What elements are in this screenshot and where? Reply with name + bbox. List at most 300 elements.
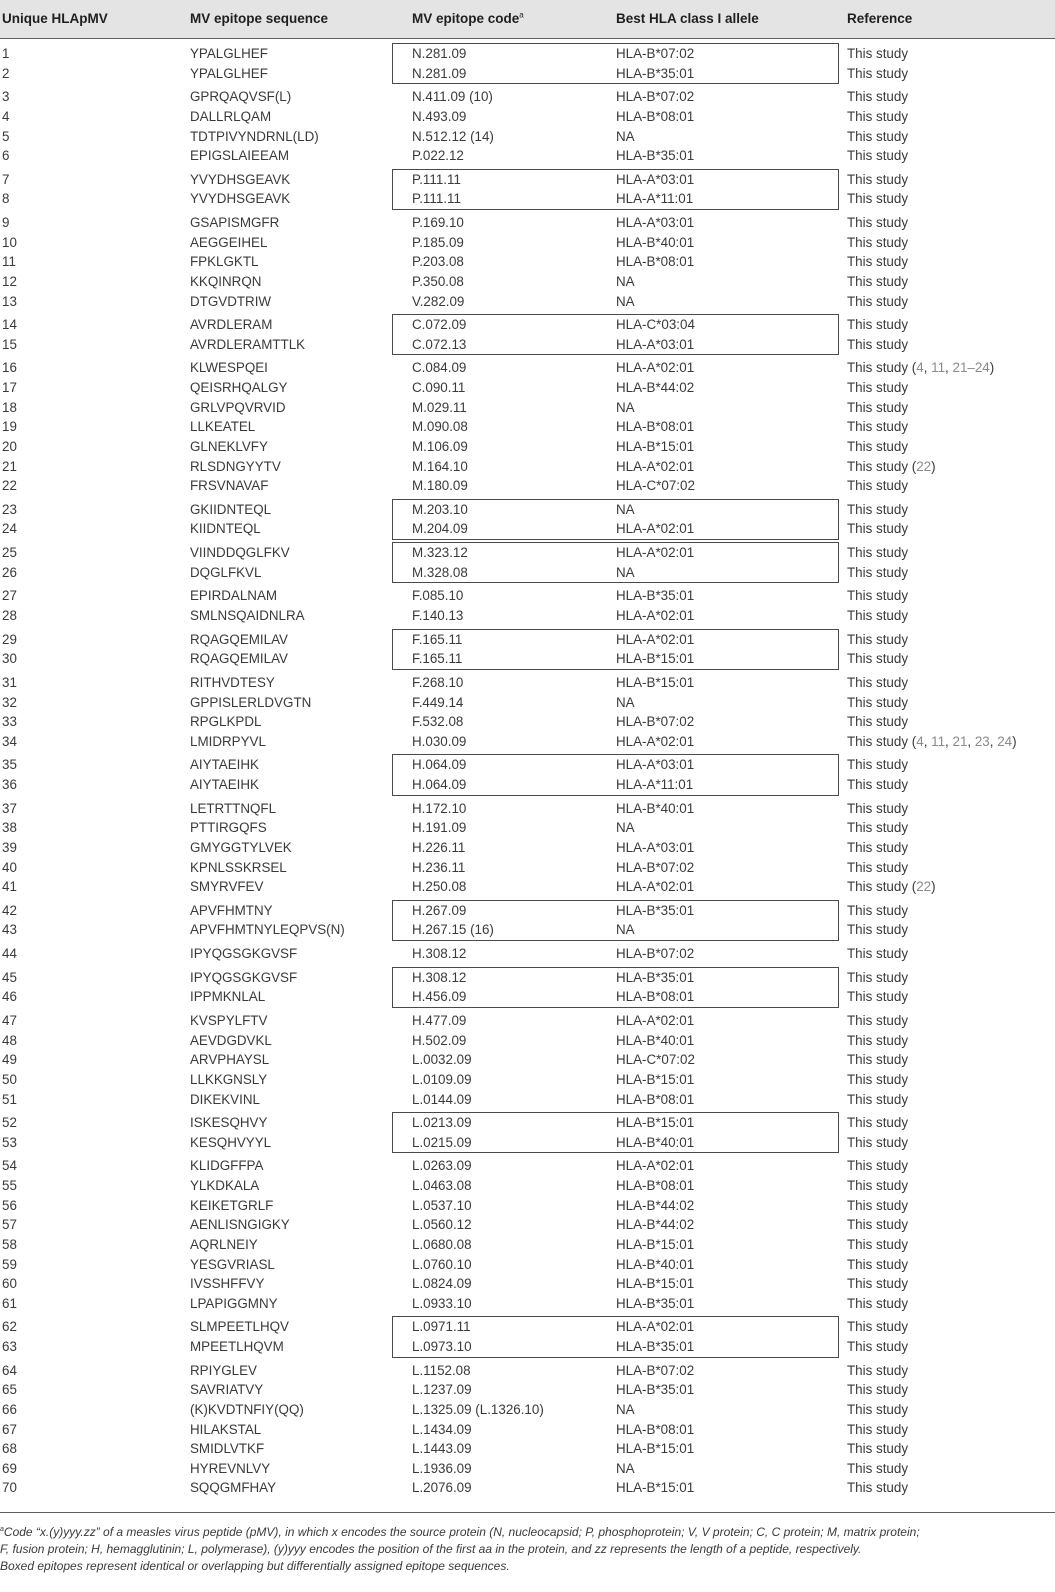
epitope-group-box xyxy=(392,967,839,1008)
row-reference xyxy=(847,1033,908,1048)
row-hla-allele: HLA-A*02:01 xyxy=(616,521,695,537)
row-id: 55 xyxy=(2,1178,17,1194)
epitope-group-box xyxy=(392,629,839,670)
row-epitope-sequence: MPEETLHQVM xyxy=(190,1339,284,1355)
row-hla-allele: NA xyxy=(616,564,635,580)
row-hla-allele: HLA-B*15:01 xyxy=(616,674,695,690)
row-id: 19 xyxy=(2,419,17,435)
row-reference xyxy=(847,651,908,666)
row-epitope-code: L.0463.08 xyxy=(412,1178,472,1194)
citation-link[interactable]: 21 xyxy=(952,733,968,749)
row-hla-allele: HLA-B*35:01 xyxy=(616,969,695,985)
row-epitope-sequence: SMIDLVTKF xyxy=(190,1441,265,1457)
row-epitope-code: F.140.13 xyxy=(412,608,464,623)
row-id: 35 xyxy=(2,757,17,773)
citation-link[interactable]: 11 xyxy=(931,733,946,749)
row-reference xyxy=(847,521,908,536)
header-epitope-code-label: MV epitope code xyxy=(412,11,520,26)
row-hla-allele: HLA-B*35:01 xyxy=(616,1339,695,1355)
row-hla-allele: HLA-A*03:01 xyxy=(616,171,695,187)
row-epitope-sequence: YPALGLHEF xyxy=(190,46,268,61)
row-id: 54 xyxy=(2,1158,17,1174)
row-epitope-sequence: HILAKSTAL xyxy=(190,1421,262,1437)
reference-text: This study xyxy=(847,148,909,164)
footnote-line-1-mark: a xyxy=(0,1526,4,1533)
row-hla-allele: HLA-B*44:02 xyxy=(616,1197,695,1213)
row-hla-allele: HLA-B*40:01 xyxy=(616,234,695,250)
reference-text: This study xyxy=(847,564,909,580)
row-epitope-code: P.111.11 xyxy=(412,191,461,207)
row-reference xyxy=(847,1178,908,1193)
reference-text: This study xyxy=(847,674,909,690)
row-id: 66 xyxy=(2,1401,17,1417)
row-id: 7 xyxy=(2,171,10,187)
row-epitope-sequence: YVYDHSGEAVK xyxy=(190,171,291,187)
header-unique-hlapmv: Unique HLApMV xyxy=(2,11,108,26)
epitope-group-box xyxy=(392,1112,839,1153)
row-epitope-sequence: SLMPEETLHQV xyxy=(190,1319,289,1335)
row-reference xyxy=(847,1319,908,1334)
row-id: 32 xyxy=(2,694,17,710)
row-hla-allele: HLA-B*15:01 xyxy=(616,1276,695,1292)
row-reference xyxy=(847,148,908,163)
row-hla-allele: HLA-B*15:01 xyxy=(616,1441,695,1457)
reference-text: This study xyxy=(847,588,909,604)
reference-text: This study xyxy=(847,820,909,836)
reference-text: This study xyxy=(847,1421,909,1437)
row-epitope-code: H.308.12 xyxy=(412,969,467,985)
reference-text: This study xyxy=(847,360,909,376)
row-epitope-code: H.236.11 xyxy=(412,859,466,875)
row-hla-allele: HLA-A*02:01 xyxy=(616,631,695,647)
row-epitope-sequence: AIYTAEIHK xyxy=(190,757,259,773)
reference-text: This study xyxy=(847,1032,909,1048)
row-epitope-sequence: GPPISLERLDVGTN xyxy=(190,694,312,710)
row-epitope-sequence: DQGLFKVL xyxy=(190,564,262,580)
row-id: 28 xyxy=(2,608,17,623)
row-hla-allele: HLA-B*35:01 xyxy=(616,65,695,81)
row-epitope-code: H.250.08 xyxy=(412,879,467,895)
row-epitope-sequence: GPRQAQVSF(L) xyxy=(190,89,292,105)
row-epitope-sequence: LETRTTNQFL xyxy=(190,800,277,816)
row-id: 47 xyxy=(2,1012,17,1028)
row-hla-allele: HLA-B*08:01 xyxy=(616,419,695,435)
reference-text: This study xyxy=(847,922,909,938)
row-epitope-code: H.191.09 xyxy=(412,820,467,836)
reference-text: This study xyxy=(847,380,909,396)
row-reference xyxy=(847,1217,908,1232)
row-id: 34 xyxy=(2,733,17,749)
row-reference xyxy=(847,1198,908,1213)
row-epitope-code: V.282.09 xyxy=(412,293,465,309)
row-epitope-sequence: AVRDLERAM xyxy=(190,317,273,333)
row-id: 6 xyxy=(2,148,10,164)
row-reference xyxy=(847,1052,908,1067)
row-hla-allele: HLA-B*44:02 xyxy=(616,380,695,396)
citation-link[interactable]: 23 xyxy=(974,733,990,749)
citation-link[interactable]: 4 xyxy=(916,360,924,376)
row-reference xyxy=(847,215,908,230)
citation-link[interactable]: 11 xyxy=(931,360,946,376)
row-epitope-code: M.090.08 xyxy=(412,419,468,435)
row-epitope-sequence: TDTPIVYNDRNL(LD) xyxy=(190,128,319,144)
row-reference xyxy=(847,380,908,395)
row-hla-allele: NA xyxy=(616,820,635,836)
row-id: 12 xyxy=(2,273,17,289)
row-reference xyxy=(847,695,908,710)
row-epitope-code: L.0263.09 xyxy=(412,1158,472,1174)
row-reference xyxy=(847,801,908,816)
row-epitope-sequence: AENLISNGIGKY xyxy=(190,1217,290,1233)
row-reference xyxy=(847,1339,908,1354)
reference-text: This study xyxy=(847,89,909,105)
row-hla-allele: HLA-B*40:01 xyxy=(616,1032,695,1048)
row-id: 36 xyxy=(2,777,17,793)
row-reference xyxy=(847,254,908,269)
row-epitope-sequence: YESGVRIASL xyxy=(190,1256,275,1272)
row-reference xyxy=(847,1257,908,1272)
row-hla-allele: HLA-B*40:01 xyxy=(616,1256,695,1272)
row-hla-allele: HLA-B*15:01 xyxy=(616,1071,695,1087)
row-hla-allele: HLA-B*07:02 xyxy=(616,1362,695,1378)
row-hla-allele: HLA-C*07:02 xyxy=(616,1052,695,1068)
row-epitope-code: P.350.08 xyxy=(412,273,464,289)
row-reference xyxy=(847,1441,908,1456)
row-id: 11 xyxy=(2,254,16,270)
row-reference xyxy=(847,294,908,309)
row-epitope-sequence: EPIGSLAIEEAM xyxy=(190,148,289,164)
row-hla-allele: HLA-B*35:01 xyxy=(616,148,695,164)
row-reference xyxy=(847,337,908,352)
citation-link[interactable]: 21–24 xyxy=(952,360,990,376)
row-epitope-code: L.0537.10 xyxy=(412,1197,472,1213)
row-reference xyxy=(847,632,908,647)
row-epitope-sequence: GKIIDNTEQL xyxy=(190,501,272,517)
row-reference xyxy=(847,1013,908,1028)
row-reference xyxy=(847,274,908,289)
reference-text: This study xyxy=(847,478,909,494)
epitope-group-box xyxy=(392,43,839,84)
row-epitope-sequence: RQAGQEMILAV xyxy=(190,651,288,667)
row-id: 23 xyxy=(2,501,17,517)
row-hla-allele: HLA-A*03:01 xyxy=(616,839,695,855)
row-epitope-code: N.281.09 xyxy=(412,65,467,81)
row-id: 2 xyxy=(2,65,10,81)
row-epitope-sequence: DIKEKVINL xyxy=(190,1091,260,1107)
reference-text: This study xyxy=(847,1158,909,1174)
row-hla-allele: HLA-A*02:01 xyxy=(616,360,695,376)
row-epitope-sequence: YLKDKALA xyxy=(190,1178,260,1194)
row-reference xyxy=(847,970,908,985)
reference-text: This study xyxy=(847,317,909,333)
footnote-line-2: F, fusion protein; H, hemagglutinin; L, polymerase), (y)yyy encodes the position of the first aa in the protein, and zz represents the length of a peptide, respectively. xyxy=(0,1542,862,1556)
row-epitope-sequence: LMIDRPYVL xyxy=(190,733,266,749)
row-hla-allele: HLA-A*03:01 xyxy=(616,757,695,773)
reference-text: This study xyxy=(847,108,909,124)
row-hla-allele: NA xyxy=(616,128,635,144)
reference-text: This study xyxy=(847,1091,909,1107)
row-epitope-sequence: SMLNSQAIDNLRA xyxy=(190,608,305,623)
row-hla-allele: HLA-B*07:02 xyxy=(616,714,695,730)
row-epitope-code: H.030.09 xyxy=(412,733,467,749)
row-epitope-sequence: AIYTAEIHK xyxy=(190,777,259,793)
row-id: 68 xyxy=(2,1441,17,1457)
reference-text: This study xyxy=(847,1178,909,1194)
row-epitope-code: H.267.15 (16) xyxy=(412,922,494,938)
row-epitope-code: F.165.11 xyxy=(412,631,463,647)
row-epitope-code: F.085.10 xyxy=(412,588,464,604)
citation-link[interactable]: 24 xyxy=(997,733,1013,749)
row-epitope-code: L.0560.12 xyxy=(412,1217,472,1233)
row-epitope-sequence: RLSDNGYYTV xyxy=(190,458,281,474)
row-hla-allele: HLA-B*40:01 xyxy=(616,800,695,816)
row-epitope-code: P.203.08 xyxy=(412,254,464,270)
row-id: 50 xyxy=(2,1071,17,1087)
row-epitope-sequence: RQAGQEMILAV xyxy=(190,631,288,647)
row-epitope-code: L.0215.09 xyxy=(412,1134,472,1150)
row-reference xyxy=(847,400,908,415)
row-epitope-code: L.0933.10 xyxy=(412,1295,472,1311)
row-epitope-code: F.449.14 xyxy=(412,694,464,710)
row-reference xyxy=(847,235,908,250)
reference-text: This study xyxy=(847,714,909,730)
row-hla-allele: HLA-A*03:01 xyxy=(616,215,695,231)
row-reference xyxy=(847,1158,908,1173)
reference-text: This study xyxy=(847,1071,909,1087)
reference-text: This study xyxy=(847,438,909,454)
row-epitope-code: L.1237.09 xyxy=(412,1382,472,1398)
row-reference xyxy=(847,1237,908,1252)
citation-link[interactable]: 22 xyxy=(916,458,932,474)
row-hla-allele: HLA-B*08:01 xyxy=(616,108,695,124)
row-epitope-code: N.281.09 xyxy=(412,46,467,61)
row-epitope-code: H.064.09 xyxy=(412,777,467,793)
row-epitope-code: M.180.09 xyxy=(412,478,468,494)
row-epitope-code: N.493.09 xyxy=(412,108,467,124)
row-epitope-code: L.1434.09 xyxy=(412,1421,472,1437)
reference-text: This study xyxy=(847,1052,909,1068)
row-hla-allele: HLA-B*08:01 xyxy=(616,989,695,1005)
row-hla-allele: NA xyxy=(616,501,635,517)
row-hla-allele: HLA-B*07:02 xyxy=(616,46,695,61)
row-reference xyxy=(847,46,908,61)
row-id: 39 xyxy=(2,839,17,855)
row-hla-allele: NA xyxy=(616,922,635,938)
row-epitope-sequence: EPIRDALNAM xyxy=(190,588,278,604)
row-id: 46 xyxy=(2,989,17,1005)
row-epitope-sequence: ARVPHAYSL xyxy=(190,1052,270,1068)
reference-text: This study xyxy=(847,458,909,474)
reference-text: This study xyxy=(847,128,909,144)
row-epitope-code: L.1325.09 (L.1326.10) xyxy=(412,1401,544,1417)
row-epitope-code: C.090.11 xyxy=(412,380,466,396)
row-reference xyxy=(847,1092,908,1107)
reference-text: This study xyxy=(847,1382,909,1398)
row-epitope-code: M.203.10 xyxy=(412,501,468,517)
row-reference xyxy=(847,317,908,332)
row-id: 57 xyxy=(2,1217,17,1233)
row-epitope-code: M.029.11 xyxy=(412,399,467,415)
row-epitope-sequence: AVRDLERAMTTLK xyxy=(190,336,306,352)
row-epitope-sequence: AEVDGDVKL xyxy=(190,1032,272,1048)
footnote-line-1-text: Code “x.(y)yyy.zz” of a measles virus peptide (pMV), in which x encodes the source protein (N, nucleocapsid; P, phosphoprotein; V, V protein; C, C protein; M, matrix protein; xyxy=(3,1525,920,1539)
row-id: 40 xyxy=(2,859,17,875)
reference-text: This study xyxy=(847,1401,909,1417)
row-id: 65 xyxy=(2,1382,17,1398)
reference-text: This study xyxy=(847,399,909,415)
reference-text: This study xyxy=(847,839,909,855)
row-id: 37 xyxy=(2,800,17,816)
row-epitope-code: P.111.11 xyxy=(412,171,461,187)
row-id: 43 xyxy=(2,922,17,938)
row-id: 20 xyxy=(2,438,17,454)
row-hla-allele: HLA-A*03:01 xyxy=(616,336,695,352)
epitope-group-box xyxy=(392,900,839,941)
row-epitope-code: L.0032.09 xyxy=(412,1052,472,1068)
row-reference xyxy=(847,860,908,875)
row-reference xyxy=(847,1115,908,1130)
row-hla-allele: HLA-A*11:01 xyxy=(616,777,694,793)
reference-text: This study xyxy=(847,1115,909,1131)
reference-text: This study xyxy=(847,46,909,61)
row-hla-allele: HLA-C*03:04 xyxy=(616,317,695,333)
row-id: 69 xyxy=(2,1460,17,1476)
table-footnotes xyxy=(0,1524,1055,1575)
row-epitope-sequence: GRLVPQVRVID xyxy=(190,399,286,415)
table-bottom-rule xyxy=(0,1512,1055,1513)
row-id: 14 xyxy=(2,317,17,333)
row-epitope-sequence: APVFHMTNYLEQPVS(N) xyxy=(190,922,345,938)
row-epitope-code: H.456.09 xyxy=(412,989,467,1005)
row-hla-allele: HLA-B*07:02 xyxy=(616,946,695,962)
reference-text: This study xyxy=(847,65,909,81)
row-reference: This study (4, 11, 21, 23, 24) xyxy=(847,733,1017,749)
row-id: 26 xyxy=(2,564,17,580)
row-reference xyxy=(847,820,908,835)
reference-text: This study xyxy=(847,989,909,1005)
footnote-mark: a xyxy=(519,10,524,20)
row-id: 17 xyxy=(2,380,17,396)
row-epitope-code: H.477.09 xyxy=(412,1012,467,1028)
row-hla-allele: HLA-A*02:01 xyxy=(616,608,695,623)
row-reference xyxy=(847,1072,908,1087)
row-id: 18 xyxy=(2,399,17,415)
row-id: 45 xyxy=(2,969,17,985)
row-epitope-sequence: KIIDNTEQL xyxy=(190,521,261,537)
row-hla-allele: NA xyxy=(616,293,635,309)
row-epitope-sequence: FPKLGKTL xyxy=(190,254,259,270)
reference-text: This study xyxy=(847,651,909,667)
reference-text: This study xyxy=(847,336,909,352)
row-epitope-code: L.1936.09 xyxy=(412,1460,472,1476)
row-epitope-sequence: HYREVNLVY xyxy=(190,1460,271,1476)
row-epitope-code: M.323.12 xyxy=(412,545,468,561)
row-epitope-sequence: RITHVDTESY xyxy=(190,674,275,690)
row-epitope-sequence: LLKKGNSLY xyxy=(190,1071,268,1087)
row-hla-allele: HLA-A*02:01 xyxy=(616,879,695,895)
row-id: 13 xyxy=(2,293,17,309)
reference-text: This study xyxy=(847,1295,909,1311)
row-id: 53 xyxy=(2,1134,17,1150)
row-reference xyxy=(847,109,908,124)
row-hla-allele: NA xyxy=(616,273,635,289)
row-hla-allele: HLA-B*08:01 xyxy=(616,254,695,270)
reference-text: This study xyxy=(847,501,909,517)
row-hla-allele: HLA-B*35:01 xyxy=(616,588,695,604)
row-id: 59 xyxy=(2,1256,17,1272)
reference-text: This study xyxy=(847,757,909,773)
row-epitope-code: H.308.12 xyxy=(412,946,467,962)
row-epitope-sequence: KKQINRQN xyxy=(190,273,262,289)
row-epitope-sequence: VIINDDQGLFKV xyxy=(190,545,290,561)
row-hla-allele: HLA-B*40:01 xyxy=(616,1134,695,1150)
row-id: 58 xyxy=(2,1236,17,1252)
row-id: 38 xyxy=(2,820,17,836)
reference-text: This study xyxy=(847,1012,909,1028)
row-id: 60 xyxy=(2,1276,17,1292)
row-epitope-code: H.502.09 xyxy=(412,1032,467,1048)
row-epitope-sequence: DTGVDTRIW xyxy=(190,293,272,309)
reference-text: This study xyxy=(847,545,909,561)
epitope-group-box xyxy=(392,754,839,795)
row-epitope-code: M.204.09 xyxy=(412,521,468,537)
row-epitope-sequence: LLKEATEL xyxy=(190,419,256,435)
row-epitope-sequence: YVYDHSGEAVK xyxy=(190,191,291,207)
row-hla-allele: NA xyxy=(616,399,635,415)
row-id: 52 xyxy=(2,1115,17,1131)
row-hla-allele: HLA-B*15:01 xyxy=(616,1236,695,1252)
row-epitope-sequence: IVSSHFFVY xyxy=(190,1276,265,1292)
row-id: 62 xyxy=(2,1319,17,1335)
row-reference xyxy=(847,608,908,623)
row-id: 30 xyxy=(2,651,17,667)
row-id: 33 xyxy=(2,714,17,730)
row-id: 25 xyxy=(2,545,17,561)
row-hla-allele: HLA-A*02:01 xyxy=(616,1319,695,1335)
reference-text: This study xyxy=(847,946,909,962)
row-hla-allele: HLA-B*08:01 xyxy=(616,1091,695,1107)
row-id: 70 xyxy=(2,1480,17,1496)
reference-text: This study xyxy=(847,1480,909,1496)
citation-link[interactable]: 22 xyxy=(916,879,932,895)
row-reference xyxy=(847,1461,908,1476)
row-hla-allele: HLA-A*02:01 xyxy=(616,733,695,749)
row-reference xyxy=(847,66,908,81)
row-hla-allele: HLA-B*15:01 xyxy=(616,438,695,454)
row-reference xyxy=(847,191,908,206)
row-hla-allele: HLA-A*11:01 xyxy=(616,191,694,207)
row-epitope-sequence: LPAPIGGMNY xyxy=(190,1295,278,1311)
row-epitope-code: L.0824.09 xyxy=(412,1276,472,1292)
row-epitope-code: N.411.09 (10) xyxy=(412,89,493,105)
reference-text: This study xyxy=(847,293,909,309)
row-epitope-sequence: ISKESQHVY xyxy=(190,1115,268,1131)
row-epitope-sequence: PTTIRGQFS xyxy=(190,820,267,836)
row-hla-allele: HLA-B*35:01 xyxy=(616,1295,695,1311)
row-epitope-code: C.084.09 xyxy=(412,360,467,376)
row-epitope-sequence: KESQHVYYL xyxy=(190,1134,272,1150)
footnote-line-1 xyxy=(0,1524,1055,1541)
citation-link[interactable]: 4 xyxy=(916,733,924,749)
row-id: 5 xyxy=(2,128,10,144)
row-epitope-sequence: GSAPISMGFR xyxy=(190,215,280,231)
row-epitope-code: L.1152.08 xyxy=(412,1362,471,1378)
row-reference xyxy=(847,588,908,603)
row-epitope-sequence: QEISRHQALGY xyxy=(190,380,288,396)
row-reference xyxy=(847,439,908,454)
reference-text: This study xyxy=(847,1362,909,1378)
row-epitope-code: M.164.10 xyxy=(412,458,468,474)
